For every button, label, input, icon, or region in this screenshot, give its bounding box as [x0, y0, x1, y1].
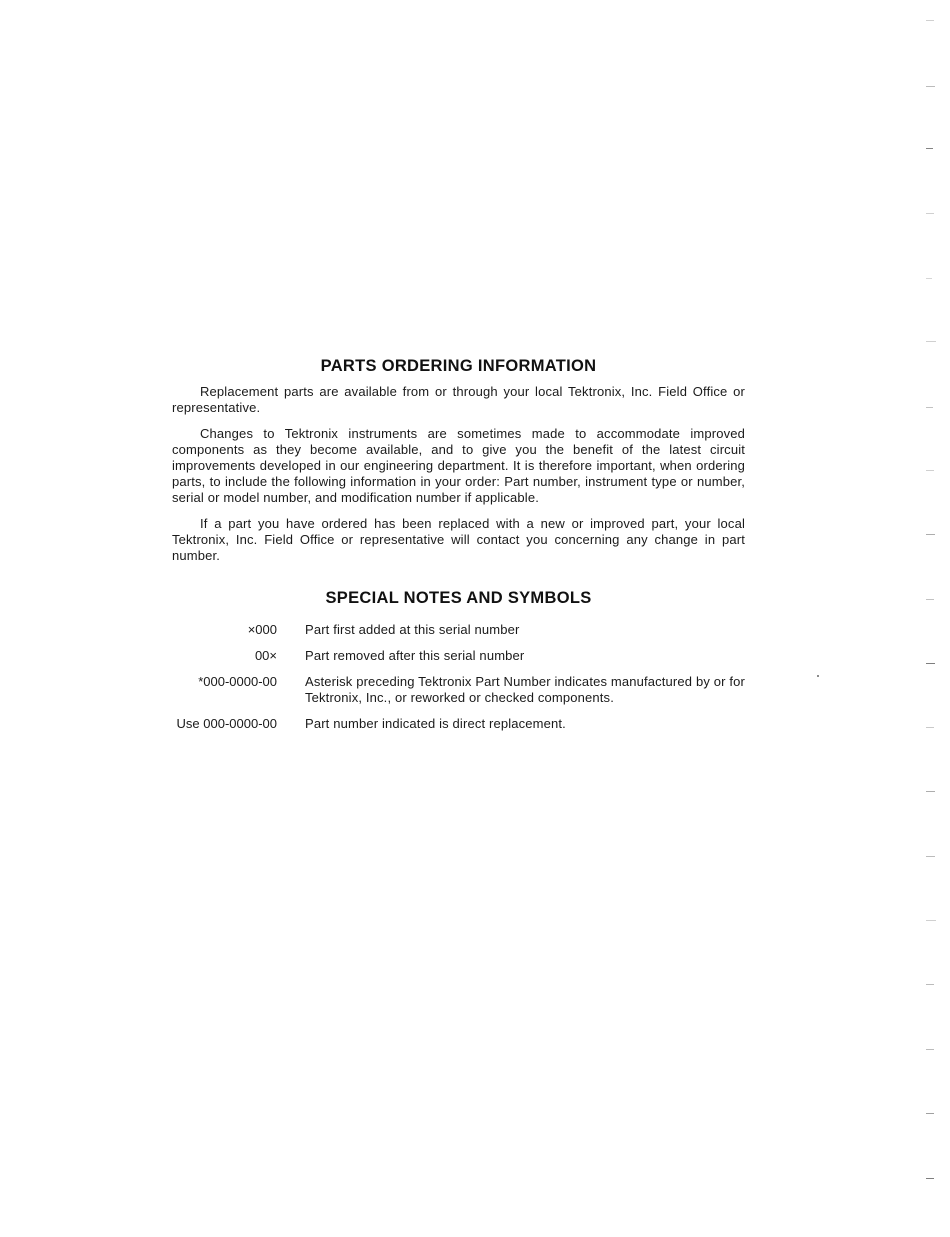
edge-tick	[926, 727, 934, 728]
parts-ordering-paragraph-3: If a part you have ordered has been replaced with a new or improved part, your local Tektronix, Inc. Field Office or representative will contact you concerning any change in part number.	[172, 516, 745, 563]
edge-tick	[926, 599, 934, 600]
edge-tick	[926, 86, 935, 87]
symbol-row	[172, 674, 745, 706]
special-notes-heading: SPECIAL NOTES AND SYMBOLS	[325, 589, 592, 607]
scan-speck	[817, 675, 819, 677]
symbol-key: 00×	[254, 648, 277, 663]
edge-tick	[926, 984, 934, 985]
parts-ordering-paragraph-1: Replacement parts are available from or through your local Tektronix, Inc. Field Office or representative.	[172, 384, 745, 415]
edge-tick	[926, 663, 935, 664]
edge-tick	[926, 1178, 934, 1179]
parts-ordering-section	[172, 355, 745, 609]
symbol-description: Asterisk preceding Tektronix Part Number indicates manufactured by or for Tektronix, Inc., or reworked or checked components.	[305, 674, 745, 705]
symbol-row	[172, 716, 745, 732]
symbol-key: ×000	[247, 622, 277, 637]
edge-tick	[926, 341, 936, 342]
parts-ordering-heading: PARTS ORDERING INFORMATION	[320, 357, 597, 375]
edge-tick	[926, 1113, 934, 1114]
parts-ordering-paragraph-2: Changes to Tektronix instruments are sometimes made to accommodate improved components as they become available, and to give you the benefit of the latest circuit improvements developed in our engineering department. It is therefore important, when ordering parts, to include the following information in your order: Part number, instrument type or number, serial or model number, and modification number if applicable.	[172, 426, 745, 505]
symbol-key: *000-0000-00	[198, 674, 277, 689]
edge-tick	[926, 1049, 934, 1050]
edge-tick	[926, 20, 934, 21]
edge-tick	[926, 470, 934, 471]
edge-tick	[926, 856, 935, 857]
symbol-description: Part removed after this serial number	[305, 648, 525, 663]
page-edge-tab-marks	[926, 0, 938, 1237]
edge-tick	[926, 278, 932, 279]
symbol-row	[172, 622, 745, 638]
edge-tick	[926, 534, 935, 535]
edge-tick	[926, 407, 933, 408]
symbol-description: Part first added at this serial number	[305, 622, 520, 637]
edge-tick	[926, 213, 934, 214]
symbol-row	[172, 648, 745, 664]
edge-tick	[926, 920, 936, 921]
special-notes-list	[172, 622, 745, 732]
symbol-description: Part number indicated is direct replacement.	[305, 716, 566, 731]
edge-tick	[926, 791, 935, 792]
symbol-key: Use 000-0000-00	[176, 716, 277, 731]
edge-tick	[926, 148, 933, 149]
